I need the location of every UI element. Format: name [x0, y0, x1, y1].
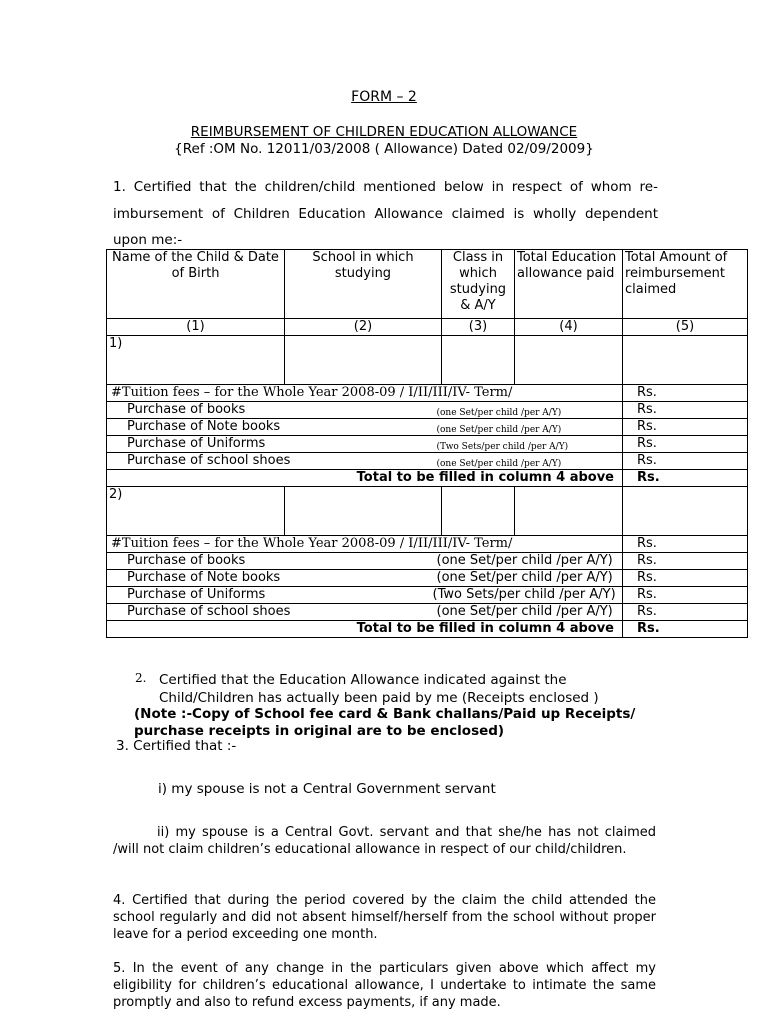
fee-row-uniforms: [107, 436, 748, 453]
reference-line: {Ref :OM No. 12011/03/2008 ( Allowance) Dated 02/09/2009}: [174, 141, 594, 157]
rs-cell[interactable]: Rs.: [623, 385, 748, 402]
child-entry-row: [107, 336, 748, 385]
class-cell[interactable]: [442, 336, 515, 385]
total-rs-cell[interactable]: Rs.: [623, 470, 748, 487]
certification-paragraph-5: 5. In the event of any change in the particulars given above which affect my eligibility for children’s educational allowance, I undertake to intimate the same promptly and also to refund excess payments, if any made.: [113, 961, 656, 1010]
header-school: School in which studying: [285, 250, 442, 319]
column-number-row: [107, 319, 748, 336]
certification-paragraph-4: 4. Certified that during the period covered by the claim the child attended the school regularly and did not absent himself/herself from the school without proper leave for a period exceeding one month.: [113, 893, 656, 942]
certification-paragraph-1: 1. Certified that the children/child mentioned below in respect of whom re-imbursement of Children Education Allowance claimed is wholly dependent upon me:-: [113, 179, 658, 248]
fee-label: Purchase of Uniforms (Two Sets/per child /per A/Y): [107, 436, 623, 453]
fee-row-tuition: [107, 385, 748, 402]
fee-label: #Tuition fees – for the Whole Year 2008-09 / I/II/III/IV- Term/: [107, 385, 623, 402]
header-child-name: Name of the Child & Date of Birth: [107, 250, 285, 319]
header-education-allowance: Total Education allowance paid: [515, 250, 623, 319]
allowance-paid-cell[interactable]: [515, 336, 623, 385]
paragraph-2-number: 2.: [135, 671, 147, 685]
child-entry-row: [107, 487, 748, 536]
total-row: [107, 621, 748, 638]
rs-cell[interactable]: Rs.: [623, 453, 748, 470]
header-reimbursement: Total Amount of reimbursement claimed: [623, 250, 748, 319]
rs-cell[interactable]: Rs.: [623, 553, 748, 570]
rs-cell[interactable]: Rs.: [623, 402, 748, 419]
fee-row-uniforms: [107, 587, 748, 604]
fee-row-shoes: [107, 453, 748, 470]
allowance-paid-cell[interactable]: [515, 487, 623, 536]
fee-label: #Tuition fees – for the Whole Year 2008-09 / I/II/III/IV- Term/: [107, 536, 623, 553]
reimbursement-cell[interactable]: [623, 487, 748, 536]
fee-label: Purchase of Note books (one Set/per child /per A/Y): [107, 419, 623, 436]
allowance-table: [106, 249, 748, 638]
column-number: (2): [285, 319, 442, 336]
total-label: Total to be filled in column 4 above: [107, 470, 623, 487]
spouse-option-1: i) my spouse is not a Central Government servant: [158, 781, 496, 797]
school-cell[interactable]: [285, 487, 442, 536]
fee-label: Purchase of books (one Set/per child /per A/Y): [107, 553, 623, 570]
school-cell[interactable]: [285, 336, 442, 385]
column-number: (1): [107, 319, 285, 336]
rs-cell[interactable]: Rs.: [623, 604, 748, 621]
rs-cell[interactable]: Rs.: [623, 419, 748, 436]
header-class: Class in which studying & A/Y: [442, 250, 515, 319]
fee-row-tuition: [107, 536, 748, 553]
fee-label: Purchase of books (one Set/per child /per A/Y): [107, 402, 623, 419]
fee-row-note-books: [107, 419, 748, 436]
total-row: [107, 470, 748, 487]
rs-cell[interactable]: Rs.: [623, 570, 748, 587]
table-header-row: [107, 250, 748, 319]
rs-cell[interactable]: Rs.: [623, 536, 748, 553]
total-label: Total to be filled in column 4 above: [107, 621, 623, 638]
form-number: FORM – 2: [351, 89, 417, 105]
fee-row-shoes: [107, 604, 748, 621]
note-paragraph: (Note :-Copy of School fee card & Bank challans/Paid up Receipts/ purchase receipts in original are to be enclosed): [134, 706, 636, 739]
child-index[interactable]: 1): [107, 336, 285, 385]
reimbursement-cell[interactable]: [623, 336, 748, 385]
spouse-option-2: ii) my spouse is a Central Govt. servant and that she/he has not claimed /will not claim children’s educational allowance in respect of our child/children.: [113, 825, 656, 857]
fee-row-note-books: [107, 570, 748, 587]
certification-paragraph-3: 3. Certified that :-: [116, 738, 237, 754]
rs-cell[interactable]: Rs.: [623, 436, 748, 453]
column-number: (3): [442, 319, 515, 336]
column-number: (4): [515, 319, 623, 336]
rs-cell[interactable]: Rs.: [623, 587, 748, 604]
column-number: (5): [623, 319, 748, 336]
certification-paragraph-2: Certified that the Education Allowance indicated against the Child/Children has actually been paid by me (Receipts enclosed ): [159, 672, 599, 706]
fee-row-books: [107, 402, 748, 419]
fee-label: Purchase of Note books (one Set/per child /per A/Y): [107, 570, 623, 587]
class-cell[interactable]: [442, 487, 515, 536]
form-title: REIMBURSEMENT OF CHILDREN EDUCATION ALLOWANCE: [190, 124, 578, 140]
fee-label: Purchase of school shoes (one Set/per child /per A/Y): [107, 453, 623, 470]
fee-label: Purchase of Uniforms (Two Sets/per child /per A/Y): [107, 587, 623, 604]
fee-row-books: [107, 553, 748, 570]
child-index[interactable]: 2): [107, 487, 285, 536]
fee-label: Purchase of school shoes (one Set/per child /per A/Y): [107, 604, 623, 621]
total-rs-cell[interactable]: Rs.: [623, 621, 748, 638]
